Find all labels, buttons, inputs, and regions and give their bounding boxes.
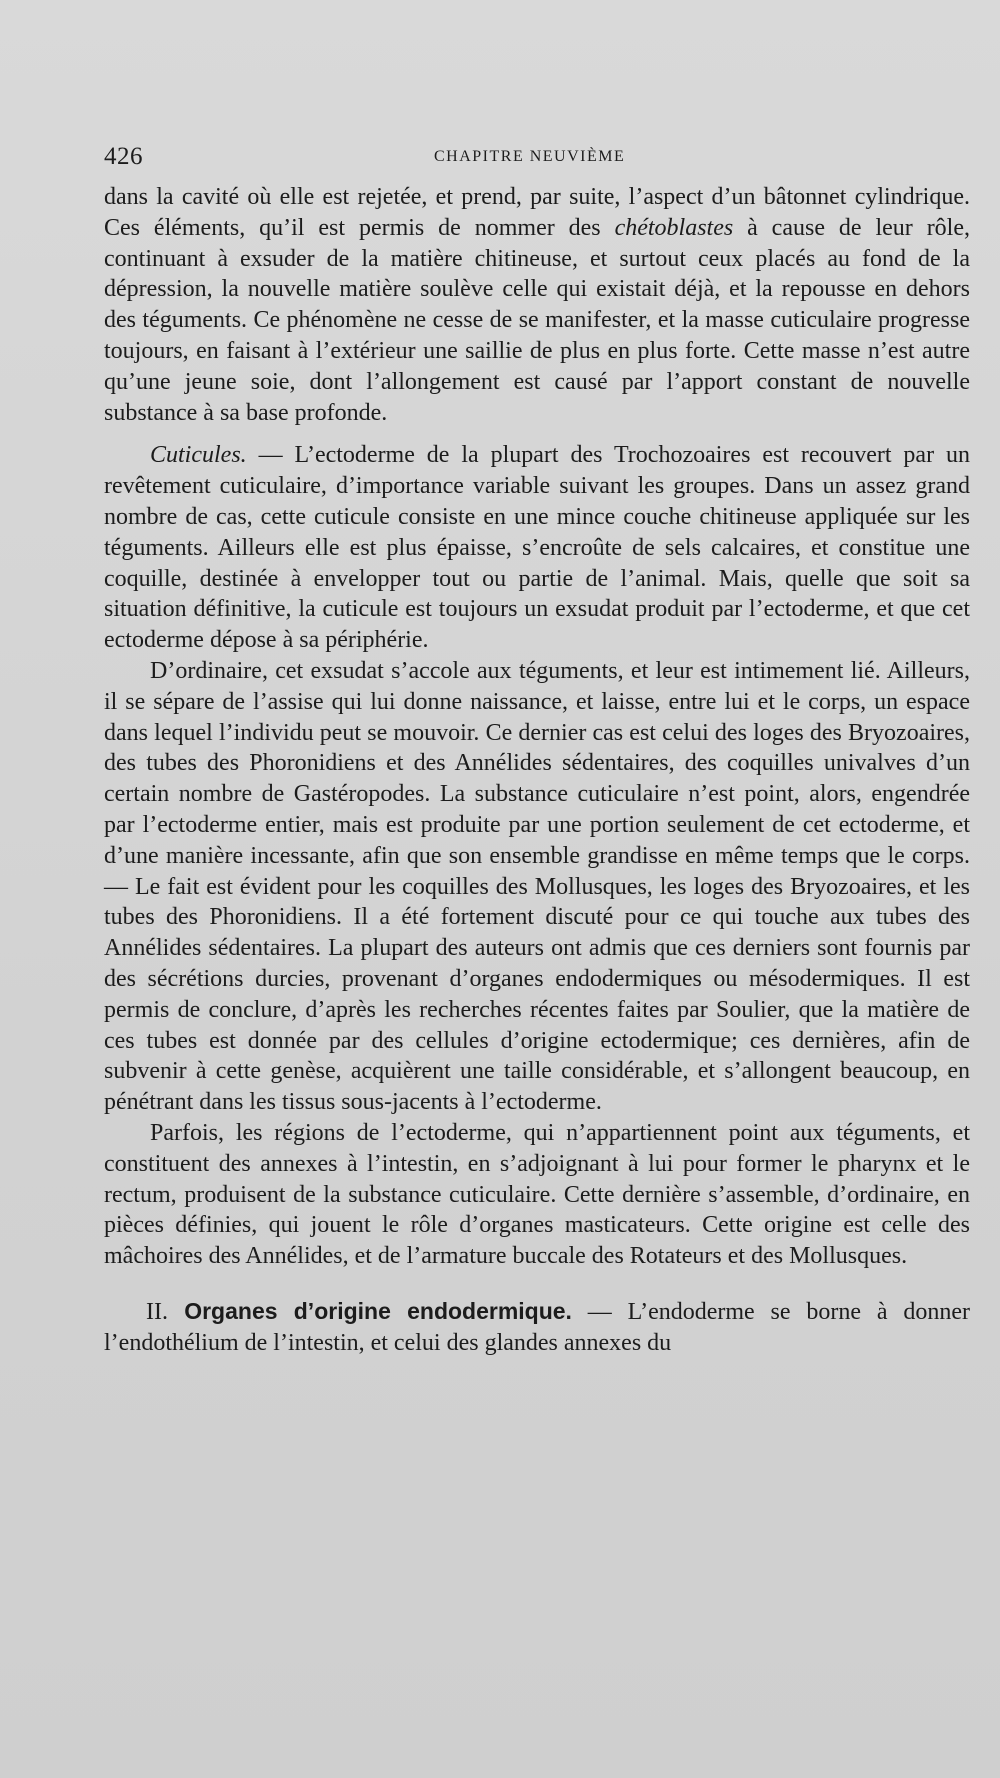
paragraph-cuticules	[104, 440, 970, 656]
page-number: 426	[104, 143, 143, 170]
paragraph-text: — L’ectoderme de la plupart des Trochozoaires est recouvert par un revêtement cuticulaire, d’importance variable suivant les groupes. Dans un assez grand nombre de cas, cette cuticule consiste en une mince couche chitineuse appliquée sur les téguments. Ailleurs elle est plus épaisse, s’encroûte de sels calcaires, et constitue une coquille, destinée à envelopper tout ou partie de l’animal. Mais, quelle que soit sa situation définitive, la cuticule est toujours un exsudat produit par l’ectoderme, et que cet ectoderme dépose à sa périphérie.	[104, 442, 970, 654]
page-header	[104, 143, 970, 177]
italic-term: chétoblastes	[614, 214, 734, 241]
body-text	[104, 182, 970, 1358]
section-heading: Organes d’origine endodermique.	[167, 1297, 572, 1324]
paragraph-text: à cause de leur rôle, continuant à exsuder de la matière chitineuse, et surtout ceux placés au fond de la dépression, la nouvelle matière soulève celle qui existait déjà, et la repousse en dehors des téguments. Ce phénomène ne cesse de se manifester, et la masse cuticulaire progresse toujours, en faisant à l’extérieur une saillie de plus en plus forte. Cette masse n’est autre qu’une jeune soie, dont l’allongement est causé par l’apport constant de nouvelle substance à sa base profonde.	[104, 214, 971, 426]
paragraph-parfois	[104, 1118, 970, 1272]
paragraph-chetoblastes	[104, 182, 970, 428]
paragraph-text: dans la cavité où elle est rejetée, et prend, par suite, l’aspect d’un bâtonnet cylindrique. Ces éléments, qu’il est permis de nommer des	[104, 184, 970, 241]
paragraph-exsudat	[104, 656, 970, 1118]
section-number: II.	[146, 1298, 168, 1325]
running-head: CHAPITRE NEUVIÈME	[434, 148, 626, 165]
section-lead: Cuticules.	[150, 442, 247, 469]
paragraph-organes-endodermiques	[104, 1296, 970, 1359]
paragraph-text: — L’endoderme se borne à donner l’endothélium de l’intestin, et celui des glandes annexes du	[104, 1298, 970, 1356]
paragraph-text: Parfois, les régions de l’ectoderme, qui n’appartiennent point aux téguments, et constituent des annexes à l’intestin, en s’adjoignant à lui pour former le pharynx et le rectum, produisent de la substance cuticulaire. Cette dernière s’assemble, d’ordinaire, en pièces définies, qui jouent le rôle d’organes masticateurs. Cette origine est celle des mâchoires des Annélides, et de l’armature buccale des Rotateurs et des Mollusques.	[104, 1119, 970, 1270]
paragraph-text: D’ordinaire, cet exsudat s’accole aux téguments, et leur est intimement lié. Ailleurs, il se sépare de l’assise qui lui donne naissance, et laisse, entre lui et le corps, un espace dans lequel l’individu peut se mouvoir. Ce dernier cas est celui des loges des Bryozoaires, des tubes des Phoronidiens et des Annélides sédentaires, des coquilles univalves d’un certain nombre de Gastéropodes. La substance cuticulaire n’est point, alors, engendrée par l’ectoderme entier, mais est produite par une portion seulement de cet ectoderme, et d’une manière incessante, afin que son ensemble grandisse en même temps que le corps. — Le fait est évident pour les coquilles des Mollusques, les loges des Bryozoaires, et les tubes des Phoronidiens. Il a été fortement discuté pour ce qui touche aux tubes des Annélides sédentaires. La plupart des auteurs ont admis que ces derniers sont fournis par des sécrétions durcies, provenant d’organes endodermiques ou mésodermiques. Il est permis de conclure, d’après les recherches récentes faites par Soulier, que la matière de ces tubes est donnée par des cellules d’origine ectodermique; ces dernières, afin de subvenir à cette genèse, acquièrent une taille considérable, et s’allongent beaucoup, en pénétrant dans les tissus sous-jacents à l’ectoderme.	[104, 657, 970, 1116]
